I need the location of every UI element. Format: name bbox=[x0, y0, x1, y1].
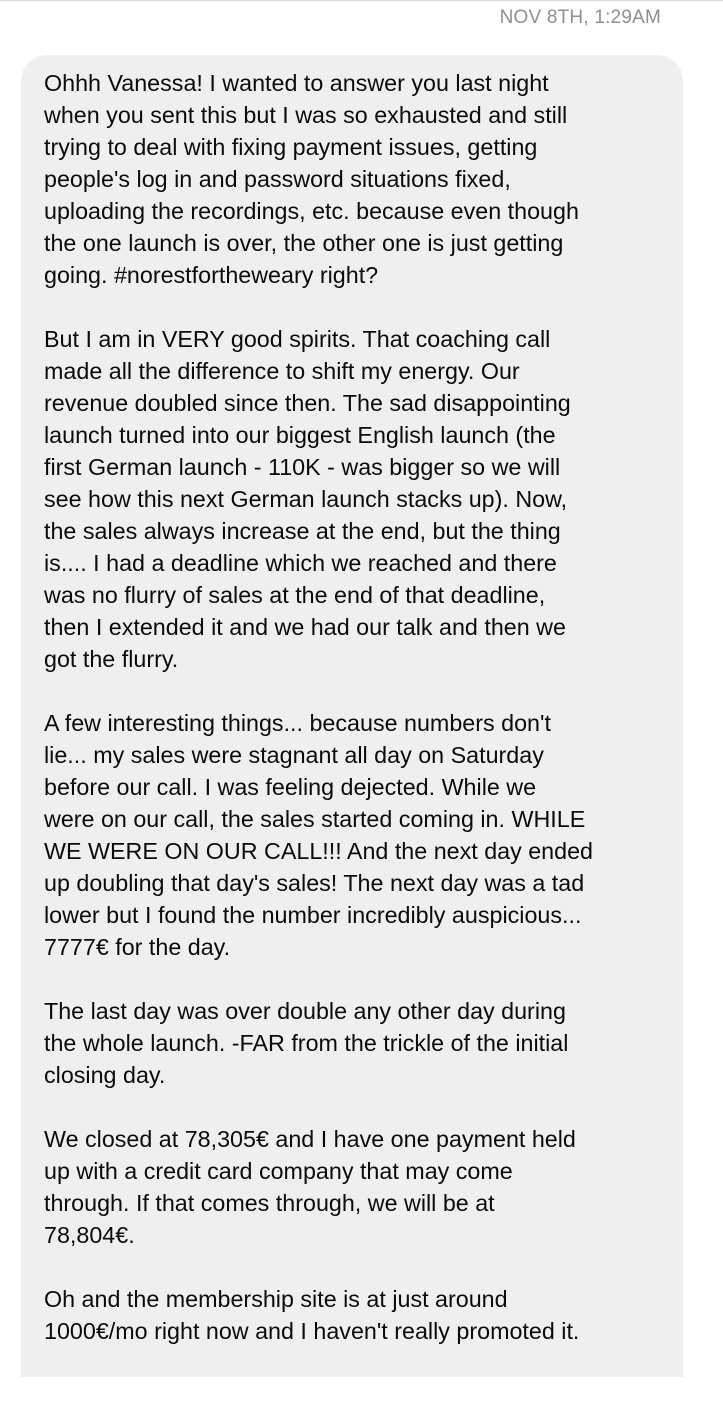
message-paragraph-6: Oh and the membership site is at just around 1000€/mo right now and I haven't really promoted it. bbox=[44, 1286, 580, 1344]
message-paragraph-3: A few interesting things... because numbers don't lie... my sales were stagnant all day on Saturday before our call. I was feeling dejected. While we were on our call, the sales started coming in. WHILE WE WERE ON OUR CALL!!! And the next day ended up doubling that day's sales! The next day was a tad lower but I found the number incredibly auspicious... 7777€ for the day. bbox=[44, 710, 594, 960]
message-paragraph-1: Ohhh Vanessa! I wanted to answer you last night when you sent this but I was so exhausted and still trying to deal with fixing payment issues, getting people's log in and password situations fixed, uploading the recordings, etc. because even though the one launch is over, the other one is just getting going. #norestfortheweary right? bbox=[44, 70, 579, 288]
message-timestamp: NOV 8TH, 1:29AM bbox=[499, 7, 661, 28]
message-paragraph-2: But I am in VERY good spirits. That coaching call made all the difference to shift my energy. Our revenue doubled since then. The sad disappointing launch turned into our biggest English launch (the first German launch - 110K - was bigger so we will see how this next German launch stacks up). Now, the sales always increase at the end, but the thing is.... I had a deadline which we reached and there was no flurry of sales at the end of that deadline, then I extended it and we had our talk and then we got the flurry. bbox=[44, 326, 571, 672]
message-paragraph-5: We closed at 78,305€ and I have one payment held up with a credit card company that may come through. If that comes through, we will be at 78,804€. bbox=[44, 1126, 576, 1248]
received-message-bubble[interactable] bbox=[21, 55, 683, 1377]
top-divider bbox=[0, 0, 723, 1]
message-paragraph-4: The last day was over double any other day during the whole launch. -FAR from the trickle of the initial closing day. bbox=[44, 998, 569, 1088]
